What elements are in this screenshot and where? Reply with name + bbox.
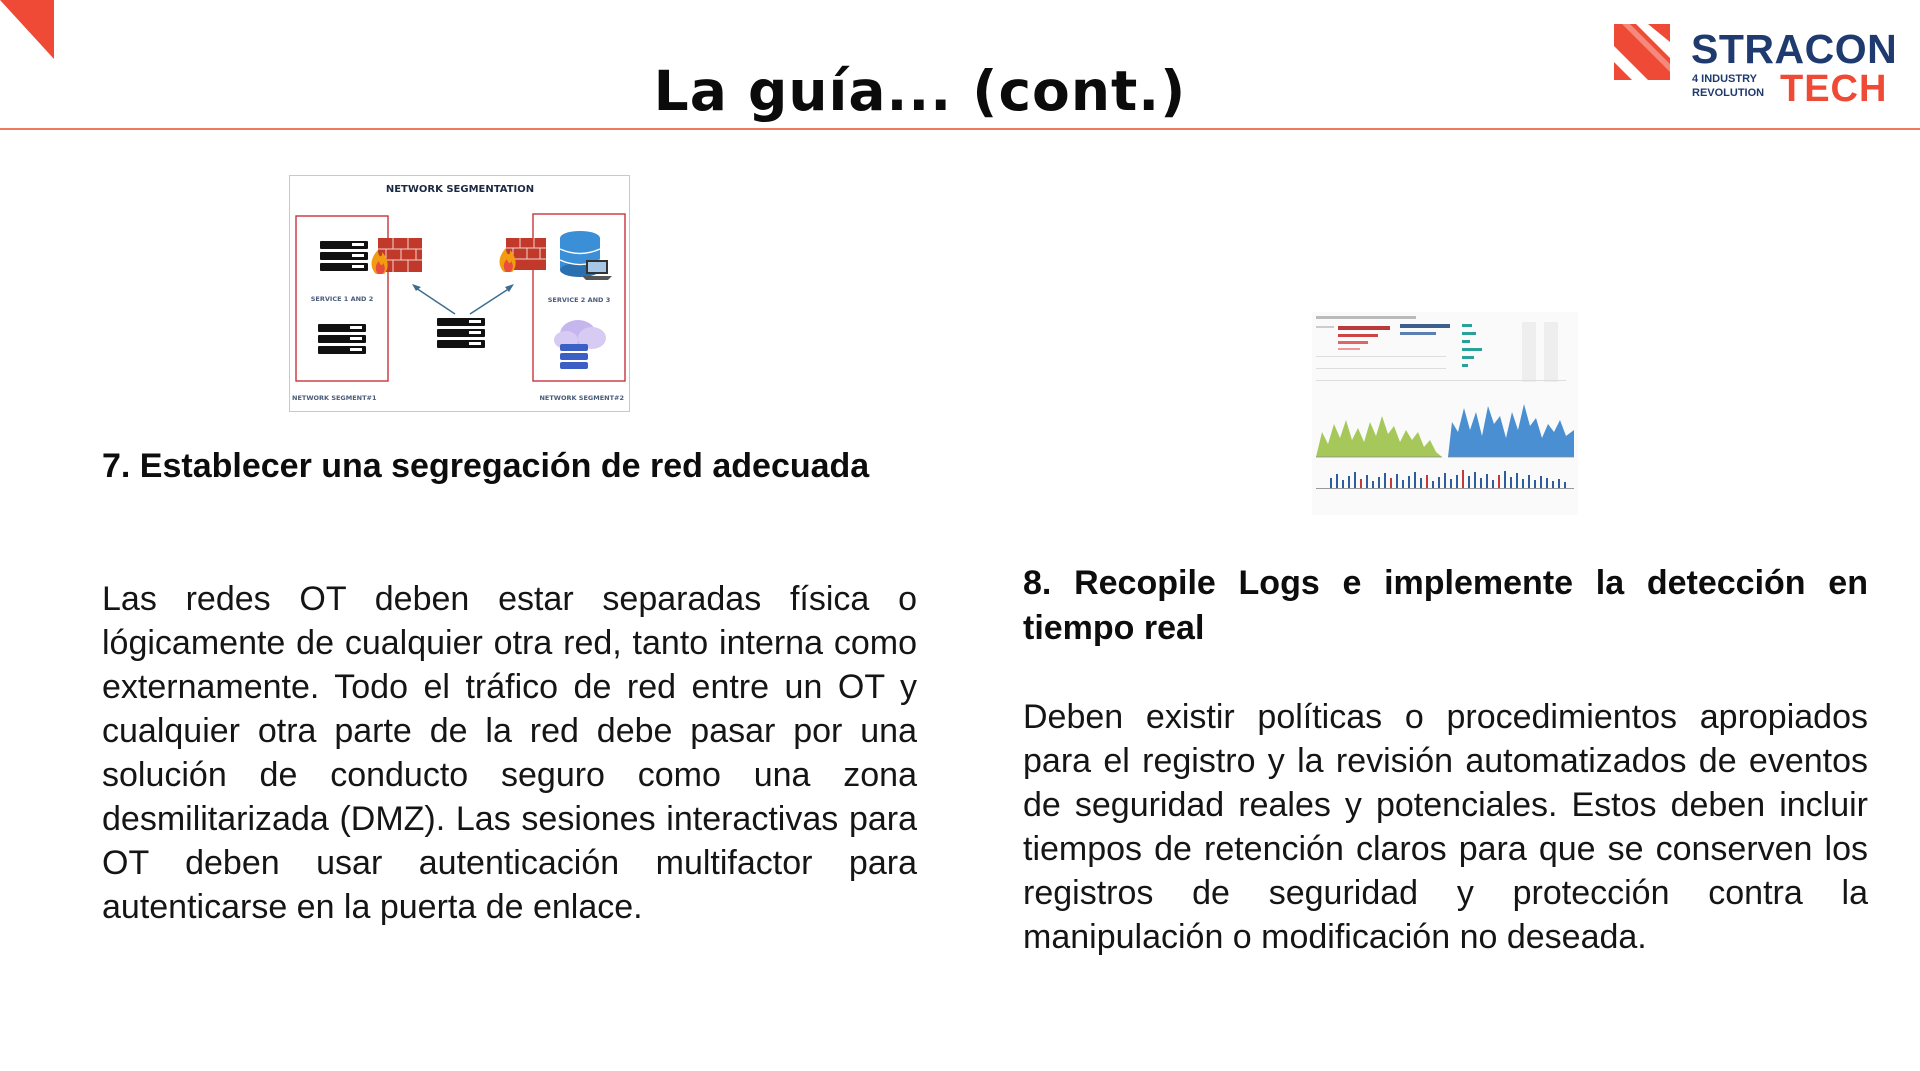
- section-8-heading: 8. Recopile Logs e implemente la detección en tiempo real: [1023, 564, 1868, 647]
- segment-left-label: NETWORK SEGMENT#1: [292, 394, 377, 402]
- firewall-icon: [500, 238, 546, 272]
- header-divider: [0, 128, 1920, 130]
- log-dashboard-figure: [1312, 312, 1578, 515]
- service-right-label: SERVICE 2 AND 3: [547, 296, 611, 304]
- slide-title: La guía... (cont.): [653, 59, 1187, 123]
- network-figure-title: NETWORK SEGMENTATION: [385, 184, 535, 195]
- logo-tagline-line-1: 4 INDUSTRY: [1692, 73, 1757, 85]
- network-segmentation-figure: [289, 175, 630, 412]
- logo-wordmark-bottom: TECH: [1780, 68, 1888, 110]
- logo-wordmark-top: STRACON: [1691, 26, 1898, 72]
- logo-tagline-line-2: REVOLUTION: [1692, 87, 1765, 99]
- cloud-icon: [554, 320, 606, 369]
- section-7-heading: 7. Establecer una segregación de red adecuada: [102, 447, 870, 485]
- laptop-icon: [582, 260, 612, 280]
- segment-right-label: NETWORK SEGMENT#2: [539, 394, 624, 402]
- section-8-body: Deben existir políticas o procedimientos apropiados para el registro y la revisión automatizados de eventos de seguridad reales y potenciales. Estos deben incluir tiempos de retención claros para que se conserven los registros de seguridad y protección contra la manipulación o modificación no deseada.: [1023, 698, 1868, 956]
- server-icon: [320, 241, 368, 271]
- stracon-mark-icon: [1612, 22, 1672, 82]
- connection-arrows: [412, 284, 514, 314]
- server-icon: [437, 318, 485, 348]
- logo-tagline: [1692, 72, 1764, 100]
- stracon-tech-logo: [1612, 22, 1898, 110]
- firewall-icon: [372, 238, 422, 274]
- service-left-label: SERVICE 1 AND 2: [310, 295, 374, 303]
- server-icon: [318, 324, 366, 354]
- corner-accent: [0, 0, 54, 59]
- section-7-body: Las redes OT deben estar separadas física o lógicamente de cualquier otra red, tanto interna como externamente. Todo el tráfico de red entre un OT y cualquier otra parte de la red debe pasar por una solución de conducto seguro como una zona desmilitarizada (DMZ). Las sesiones interactivas para OT deben usar autenticación multifactor para autenticarse en la puerta de enlace.: [102, 580, 917, 926]
